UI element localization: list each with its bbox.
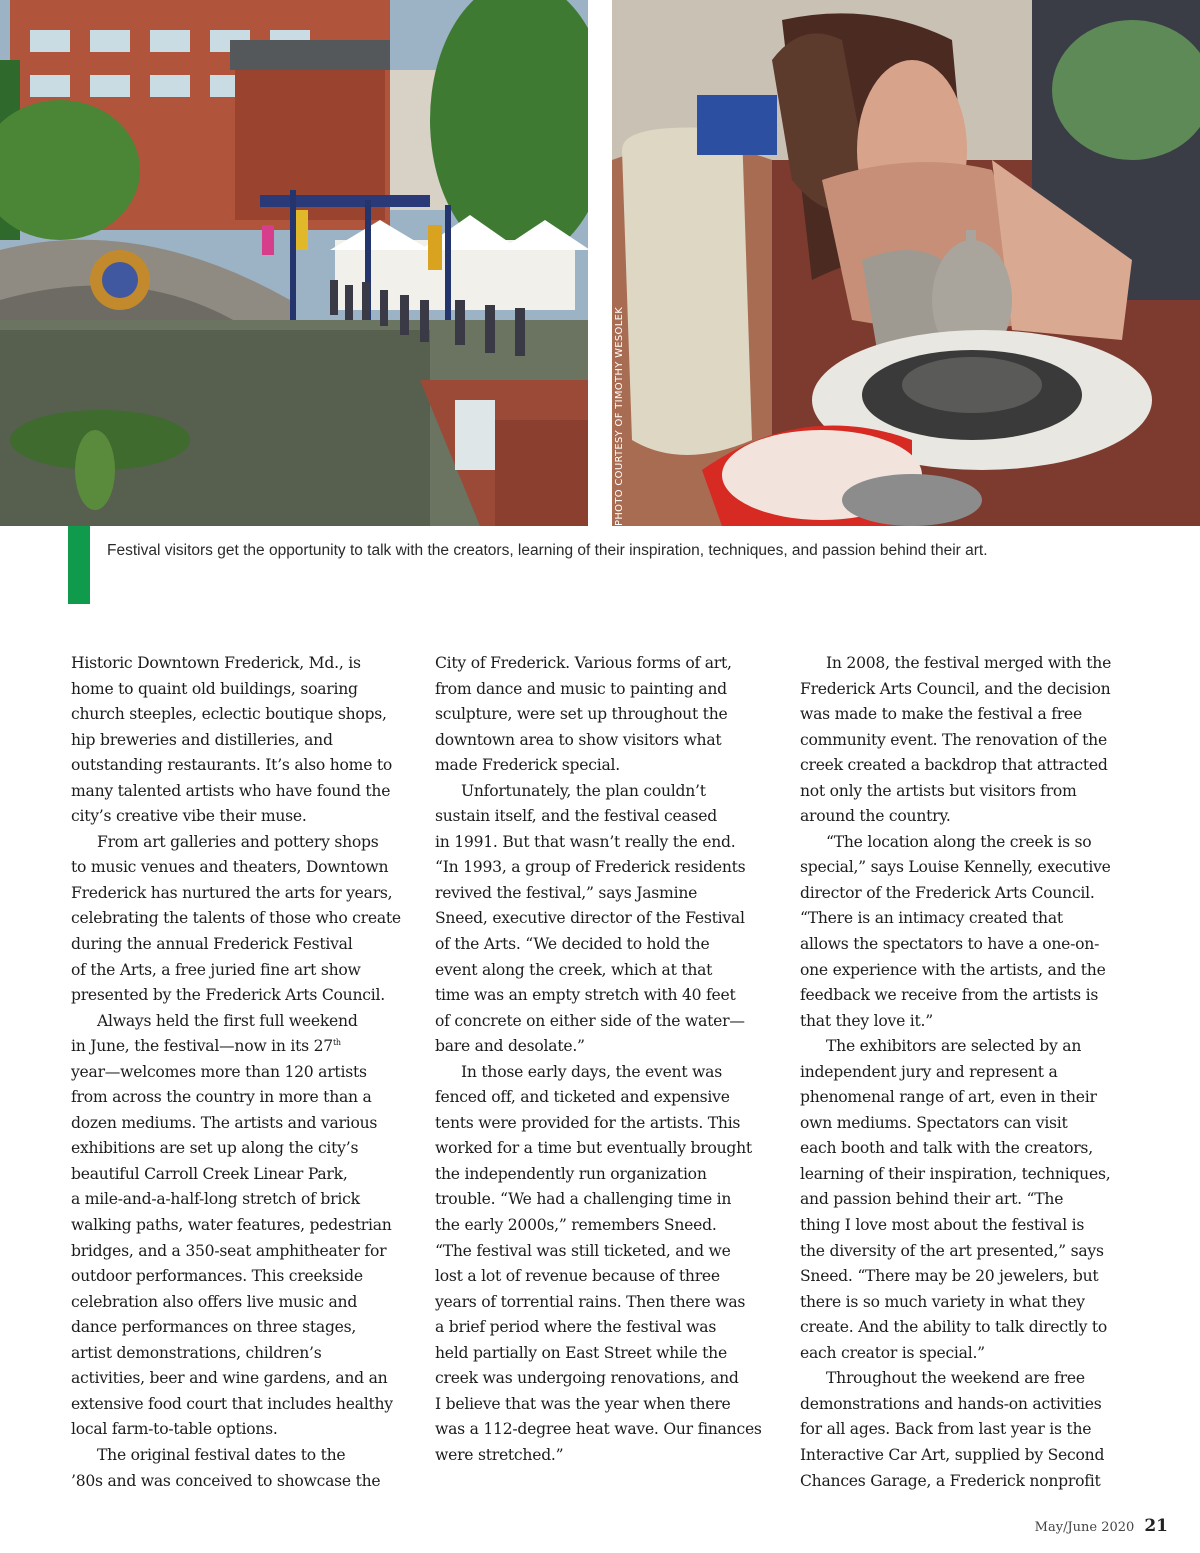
- pottery-wheel-photo: [612, 0, 1200, 526]
- ordinal-suffix: th: [332, 1038, 341, 1048]
- article-paragraph: “The location along the creek is so special,” says Louise Kennelly, executive director of the Frederick Arts Council. “There is an intimacy created that allows the spectators to have a one-on- one experience with the artists, and the feedback we receive from the artists is that they love it.”: [800, 832, 1111, 1030]
- creek-festival-photo: [0, 0, 588, 526]
- photo-credit: PHOTO COURTESY OF TIMOTHY WESOLEK: [614, 306, 625, 526]
- article-paragraph: Throughout the weekend are free demonstrations and hands-on activities for all ages. Back from last year is the Interactive Car Art, supplied by Second Chances Garage, a Frederick nonprofit: [800, 1369, 1105, 1490]
- article-paragraph: From art galleries and pottery shops to music venues and theaters, Downtown Frederick has nurtured the arts for years, celebrating the talents of those who create during the annual Frederick Festival of the Arts, a free juried fine art show presented by the Frederick Arts Council.: [71, 832, 401, 1005]
- paragraph-text: Always held the first full weekend in June, the festival—now in its 27: [71, 1011, 358, 1056]
- caption-accent-bar: [68, 526, 90, 604]
- article-paragraph: City of Frederick. Various forms of art, from dance and music to painting and sculpture, were set up throughout the downtown area to show visitors what made Frederick special.: [435, 654, 732, 775]
- paragraph-text: year—welcomes more than 120 artists from across the country in more than a dozen mediums. The artists and various exhibitions are set up along the city’s beautiful Carroll Creek Linear Park, a mile-and-a-half-long stretch of brick walking paths, water features, pedestrian bridges, and a 350-seat amphitheater for outdoor performances. This creekside celebration also offers live music and dance performances on three stages, artist demonstrations, children’s activities, beer and wine gardens, and an extensive food court that includes healthy local farm-to-table options.: [71, 1062, 393, 1439]
- article-paragraph: In 2008, the festival merged with the Frederick Arts Council, and the decision was made to make the festival a free community event. The renovation of the creek created a backdrop that attracted not only the artists but visitors from around the country.: [800, 654, 1112, 826]
- article-paragraph: Historic Downtown Frederick, Md., is home to quaint old buildings, soaring church steeples, eclectic boutique shops, hip breweries and distilleries, and outstanding restaurants. It’s also home to many talented artists who have found the city’s creative vibe their muse.: [71, 654, 393, 826]
- article-paragraph: Unfortunately, the plan couldn’t sustain itself, and the festival ceased in 1991. But that wasn’t really the end. “In 1993, a group of Frederick residents revived the festival,” says Jasmine Sneed, executive director of the Festival of the Arts. “We decided to hold the event along the creek, which at that time was an empty stretch with 40 feet of concrete on either side of the water— bare and desolate.”: [435, 781, 746, 1056]
- article-paragraph: The exhibitors are selected by an independent jury and represent a phenomenal range of art, even in their own mediums. Spectators can visit each booth and talk with the creators, learning of their inspiration, techniques, and passion behind their art. “The thing I love most about the festival is the diversity of the art presented,” says Sneed. “There may be 20 jewelers, but there is so much variety in what they create. And the ability to talk directly to each creator is special.”: [800, 1037, 1111, 1362]
- pottery-wheel-photo-icon: [612, 0, 1200, 526]
- article-column-1: [71, 651, 403, 1494]
- article-column-2: [435, 651, 767, 1469]
- page-footer: [1035, 1516, 1168, 1536]
- article-paragraph: The original festival dates to the ’80s and was conceived to showcase the: [71, 1445, 381, 1490]
- article-paragraph: [71, 1009, 403, 1443]
- creek-festival-photo-icon: [0, 0, 588, 526]
- photo-caption: Festival visitors get the opportunity to talk with the creators, learning of their inspiration, techniques, and passion behind their art.: [107, 542, 988, 559]
- issue-date: May/June 2020: [1034, 1520, 1135, 1535]
- article-column-3: [800, 651, 1132, 1494]
- article-paragraph: In those early days, the event was fenced off, and ticketed and expensive tents were provided for the artists. This worked for a time but eventually brought the independently run organization trouble. “We had a challenging time in the early 2000s,” remembers Sneed. “The festival was still ticketed, and we lost a lot of revenue because of three years of torrential rains. Then there was a brief period where the festival was held partially on East Street while the creek was undergoing renovations, and I believe that was the year when there was a 112-degree heat wave. Our finances were stretched.”: [435, 1062, 762, 1464]
- page-number: 21: [1144, 1516, 1168, 1536]
